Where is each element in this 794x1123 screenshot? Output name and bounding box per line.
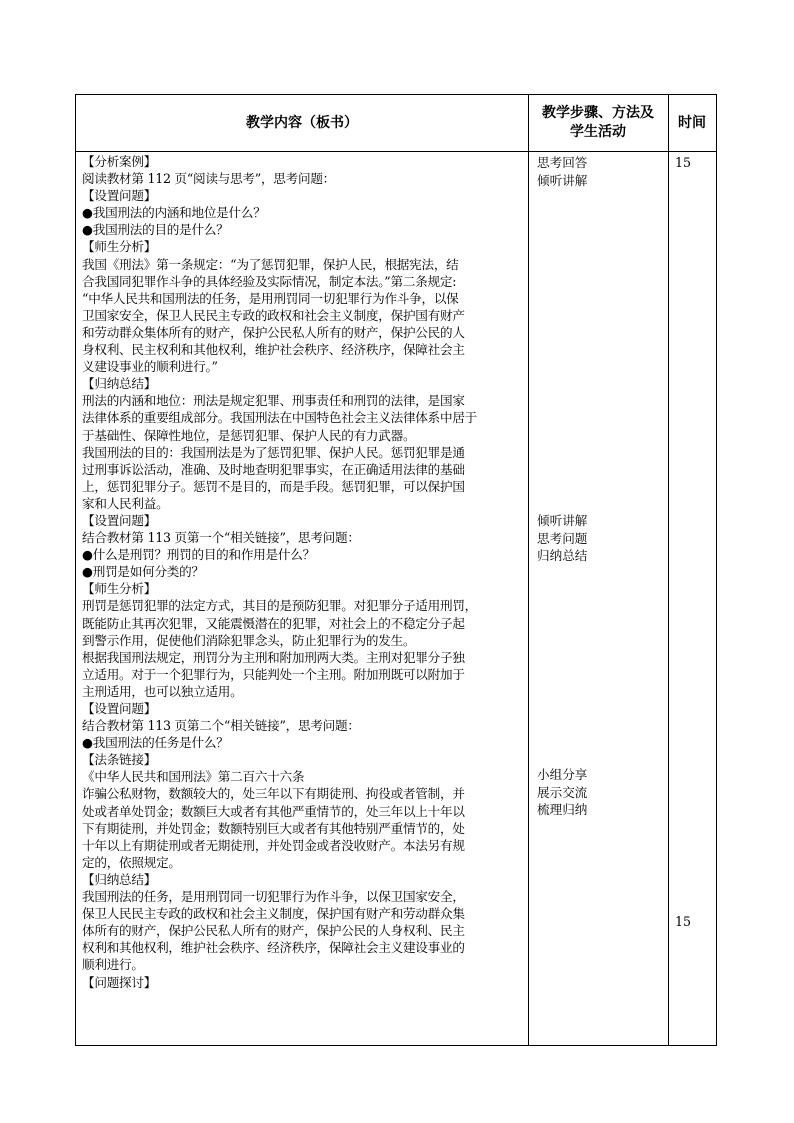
content-line: 既能防止其再次犯罪，又能震慑潜在的犯罪，对社会上的不稳定分子起	[82, 615, 465, 631]
content-line: 十年以上有期徒刑或者无期徒刑，并处罚金或者没收财产。本法另有规	[82, 837, 465, 853]
steps-group-3	[537, 766, 663, 819]
content-line: 【分析案例】	[82, 154, 157, 169]
content-line: 权利和其他权利，维护社会秩序、经济秩序，保障社会主义建设事业的	[82, 940, 465, 956]
content-line: ●我国刑法的内涵和地位是什么？	[82, 205, 266, 221]
content-line: 法律体系的重要组成部分。我国刑法在中国特色社会主义法律体系中居于	[82, 410, 477, 426]
content-line: 《中华人民共和国刑法》第二百六十六条	[82, 769, 305, 785]
content-line: ●什么是刑罚？刑罚的目的和作用是什么？	[82, 547, 315, 563]
content-line: 合我国同犯罪作斗争的具体经验及实际情况，制定本法。”第二条规定:	[82, 273, 457, 289]
time-value: 15	[675, 914, 692, 929]
content-line: 家和人民利益。	[82, 495, 169, 511]
step-item: 倾听讲解	[537, 513, 588, 528]
content-line: 【师生分析】	[82, 581, 157, 597]
content-line: 【设置问题】	[82, 188, 157, 204]
content-line: 下有期徒刑，并处罚金；数额特别巨大或者有其他特别严重情节的，处	[82, 820, 465, 836]
content-line: 结合教材第 113 页第一个“相关链接”，思考问题：	[82, 530, 360, 546]
header-steps-line2: 学生活动	[570, 124, 626, 140]
header-time: 时间	[678, 114, 706, 131]
content-line: 体所有的财产，保护公民私人所有的财产，保护公民的人身权利、民主	[82, 923, 465, 939]
content-line: 根据我国刑法规定，刑罚分为主刑和附加刑两大类。主刑对犯罪分子独	[82, 649, 465, 665]
content-line: 主刑适用，也可以独立适用。	[82, 683, 243, 699]
content-line: 过刑事诉讼活动，准确、及时地查明犯罪事实，在正确适用法律的基础	[82, 461, 465, 477]
steps-group-2	[537, 512, 663, 565]
content-line: 义建设事业的顺利进行。”	[82, 359, 218, 375]
content-line: 刑罚是惩罚犯罪的法定方式，其目的是预防犯罪。对犯罪分子适用刑罚，	[82, 598, 477, 614]
content-line: 阅读教材第 112 页“阅读与思考”，思考问题：	[82, 171, 336, 187]
content-line: 【归纳总结】	[82, 376, 157, 392]
step-item: 小组分享	[537, 767, 588, 782]
content-line: 【归纳总结】	[82, 871, 157, 887]
content-line: 诈骗公私财物，数额较大的，处三年以下有期徒刑、拘役或者管制，并	[82, 786, 465, 802]
content-line: 顺利进行。	[82, 957, 144, 973]
content-line: 于基础性、保障性地位，是惩罚犯罪、保护人民的有力武器。	[82, 427, 416, 443]
content-line: 到警示作用，促使他们消除犯罪念头，防止犯罪行为的发生。	[82, 632, 416, 648]
column-divider	[668, 95, 669, 1045]
content-line: 【设置问题】	[82, 701, 157, 716]
content-line: 结合教材第 113 页第二个“相关链接”，思考问题：	[82, 718, 360, 734]
content-line: 刑法的内涵和地位：刑法是规定犯罪、刑事责任和刑罚的法律，是国家	[82, 393, 465, 409]
content-line: “中华人民共和国刑法的任务，是用刑罚同一切犯罪行为作斗争，以保	[82, 290, 459, 306]
header-steps-line1: 教学步骤、方法及	[542, 105, 654, 121]
step-item: 归纳总结	[537, 548, 588, 564]
content-line: 我国刑法的任务，是用刑罚同一切犯罪行为作斗争，以保卫国家安全，	[82, 889, 465, 905]
step-item: 展示交流	[537, 784, 588, 800]
content-line: ●刑罚是如何分类的？	[82, 564, 204, 580]
column-divider	[528, 95, 529, 1045]
step-item: 思考回答	[537, 155, 588, 170]
content-line: 卫国家安全，保卫人民民主专政的政权和社会主义制度，保护国有财产	[82, 307, 465, 323]
content-line: 立适用。对于一个犯罪行为，只能判处一个主刑。附加刑既可以附加于	[82, 666, 465, 682]
content-line: 【问题探讨】	[82, 974, 157, 990]
content-line: 我国刑法的目的：我国刑法是为了惩罚犯罪、保护人民。惩罚犯罪是通	[82, 444, 465, 460]
step-item: 梳理归纳	[537, 802, 588, 818]
step-item: 倾听讲解	[537, 172, 588, 188]
content-line: 身权利、民主权利和其他权利，维护社会秩序、经济秩序，保障社会主	[82, 342, 465, 358]
content-line: 【设置问题】	[82, 512, 157, 528]
header-divider	[76, 151, 716, 152]
content-line: 【法条链接】	[82, 752, 157, 768]
content-line: ●我国刑法的任务是什么？	[82, 735, 229, 751]
header-steps	[528, 95, 668, 151]
content-line: 保卫人民民主专政的政权和社会主义制度，保护国有财产和劳动群众集	[82, 906, 465, 922]
steps-group-1	[537, 154, 663, 189]
content-line: 我国《刑法》第一条规定：“为了惩罚犯罪，保护人民，根据宪法，结	[82, 256, 459, 272]
time-value: 15	[675, 155, 692, 170]
content-line: 【师生分析】	[82, 239, 157, 255]
header-content: 教学内容（板书）	[246, 114, 358, 131]
content-line: 处或者单处罚金；数额巨大或者有其他严重情节的，处三年以上十年以	[82, 803, 465, 819]
content-line: 上，惩罚犯罪分子。惩罚不是目的，而是手段。惩罚犯罪，可以保护国	[82, 478, 465, 494]
step-item: 思考问题	[537, 530, 588, 546]
content-line: ●我国刑法的目的是什么？	[82, 222, 229, 238]
lesson-plan-table	[75, 94, 717, 1046]
content-line: 和劳动群众集体所有的财产，保护公民私人所有的财产，保护公民的人	[82, 324, 465, 340]
teaching-content	[82, 153, 528, 991]
content-line: 定的，依照规定。	[82, 854, 181, 870]
